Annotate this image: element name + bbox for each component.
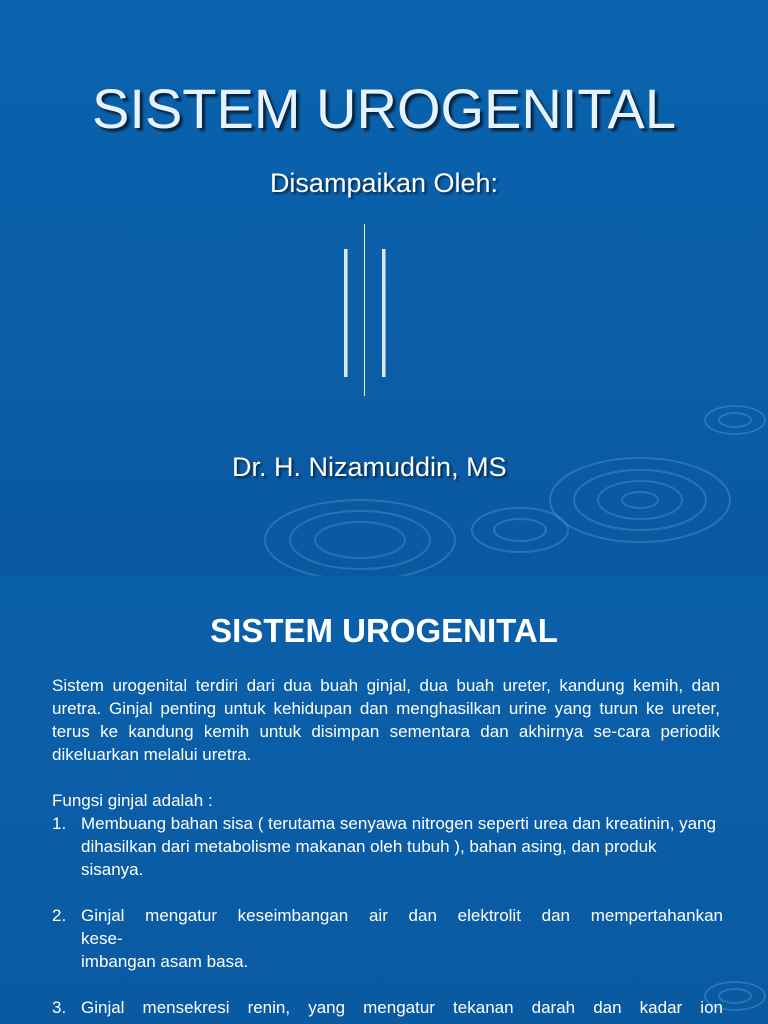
intro-paragraph: Sistem urogenital terdiri dari dua buah ginjal, dua buah ureter, kandung kemih, dan uretra. Ginjal penting untuk kehidupan dan menghasilkan urine yang turun ke ureter, terus ke kandung kemih untuk disimpan sementara dan akhirnya se-cara periodik dikeluarkan melalui uretra. [52, 676, 720, 764]
list-item-number: 3. [52, 998, 67, 1017]
presented-by-label: Disampaikan Oleh: [269, 168, 499, 198]
list-item-text-line1: Ginjal mensekresi renin, yang mengatur tekanan darah dan kadar ion [81, 998, 723, 1017]
author-name: Dr. H. Nizamuddin, MS [232, 452, 507, 482]
decorative-bar-center [364, 224, 365, 396]
list-item-number: 2. [52, 906, 67, 925]
list-item-text: Membuang bahan sisa ( terutama senyawa nitrogen seperti urea dan kreatinin, yang dihasilkan dari metabolisme makanan oleh tubuh ), bahan asing, dan produk sisanya. [81, 814, 717, 879]
list-item-text-line3: imbangan asam basa. [81, 952, 249, 971]
function-heading: Fungsi ginjal adalah : [52, 791, 213, 810]
list-item [52, 996, 723, 1019]
presentation-title: SISTEM UROGENITAL [92, 77, 676, 140]
list-item-text-line2: kese- [81, 929, 123, 948]
list-item-text-line1: Ginjal mengatur keseimbangan air dan elektrolit dan mempertahankan [81, 906, 723, 925]
decorative-bar-left [344, 249, 347, 377]
decorative-bar-right [382, 249, 385, 377]
slide-title: SISTEM UROGENITAL [210, 612, 558, 649]
list-item-number: 1. [52, 814, 67, 833]
list-item [52, 812, 723, 881]
list-item [52, 904, 723, 973]
